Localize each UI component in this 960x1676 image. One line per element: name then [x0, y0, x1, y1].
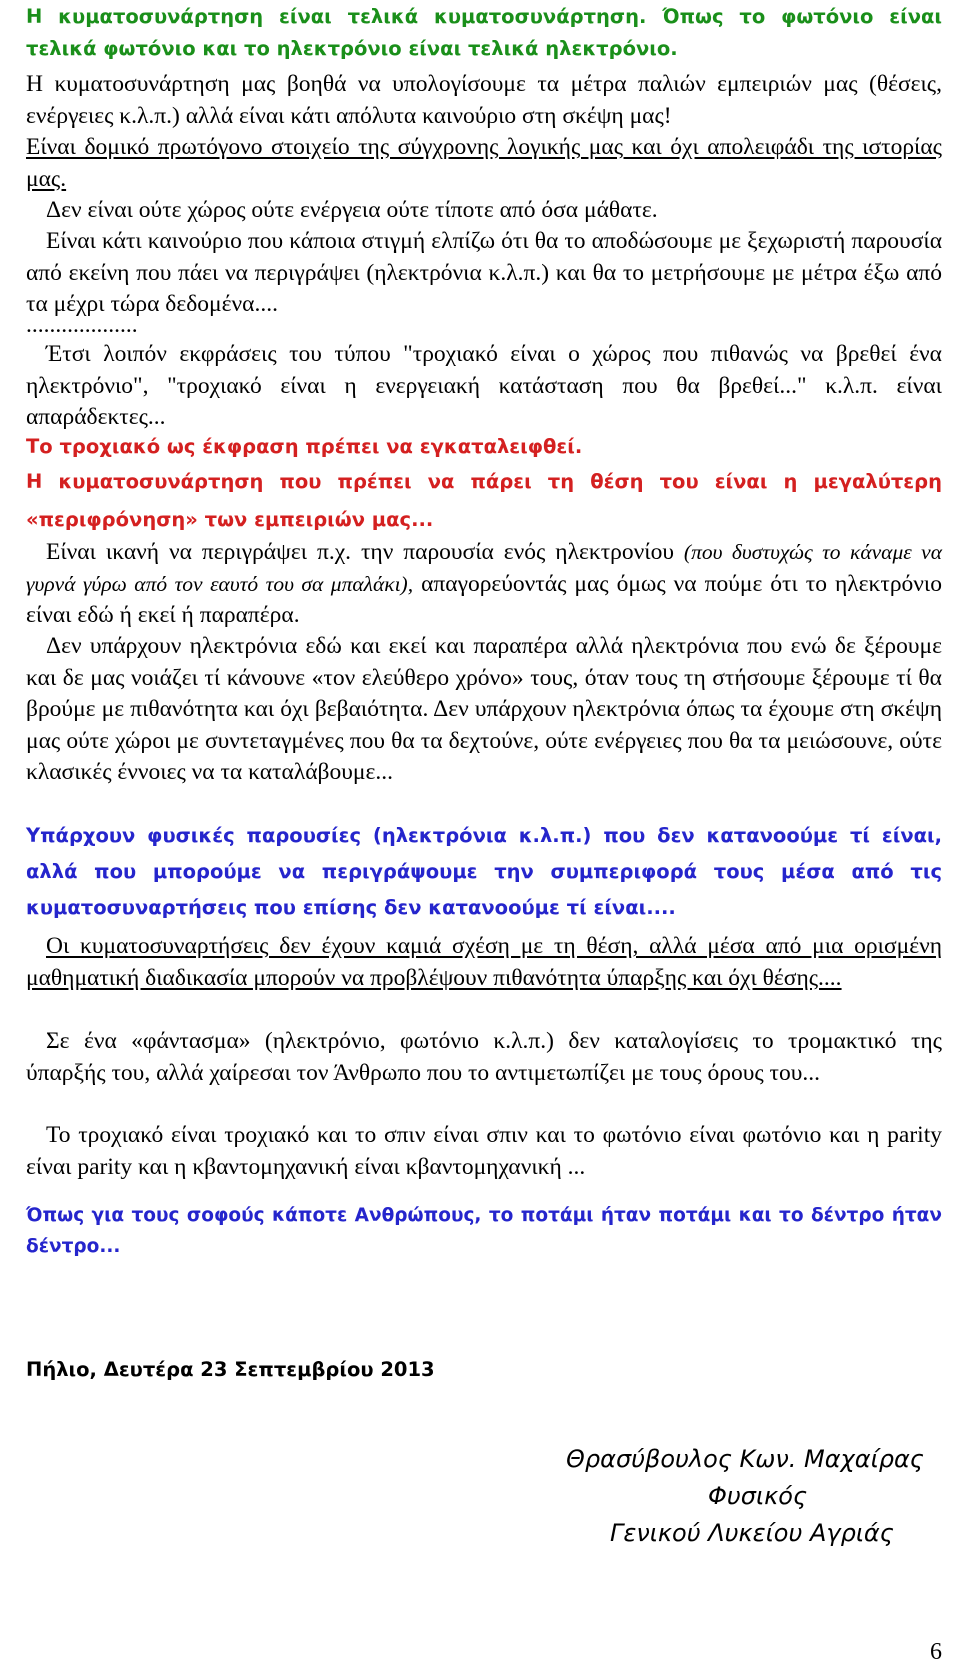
paragraph-structural-element: Είναι δομικό πρωτόγονο στοιχείο της σύγχρονης λογικής μας και όχι απολειφάδι της ιστορίας μας. [26, 134, 942, 192]
paragraph-no-relation-position: Οι κυματοσυναρτήσεις δεν έχουν καμιά σχέση με τη θέση, αλλά μέσα από μια ορισμένη μαθηματική διαδικασία μπορούν να προβλέψουν πιθανότητα ύπαρξης και όχι θέσης.... [26, 933, 942, 991]
paragraph-intro: Η κυματοσυνάρτηση είναι τελικά κυματοσυνάρτηση. Όπως το φωτόνιο είναι τελικά φωτόνιο και το ηλεκτρόνιο είναι τελικά ηλεκτρόνιο. [26, 5, 942, 60]
text-segment: απαγορεύοντάς μας όμως να πούμε ότι το ηλεκτρόνιο είναι εδώ ή εκεί ή παραπέρα. [26, 570, 943, 628]
ellipsis-separator: ................... [26, 312, 138, 338]
paragraph-no-electrons-here: Δεν υπάρχουν ηλεκτρόνια εδώ και εκεί και παραπέρα αλλά ηλεκτρόνια που ενώ δε ξέρουμε και δε μας νοιάζει τί κάνουνε «τον ελεύθερο χρόνο» τους, όταν τους τη στήσουμε ξέρουμε τί θα βρούμε με πιθανότητα και όχι βεβαιότητα. Δεν υπάρχουν ηλεκτρόνια όπως τα έχουμε στη σκέψη μας ούτε χώροι με συντεταγμένες που θα τα δεχτούνε, ούτε ενέργειες που θα τα μειώσουνε, ούτε κλασικές έννοιες να τα καταλάβουμε... [26, 633, 942, 785]
paragraph-orbital-expressions: Έτσι λοιπόν εκφράσεις του τύπου "τροχιακό είναι ο χώρος που πιθανώς να βρεθεί ένα ηλεκτρόνιο", "τροχιακό είναι η ενεργειακή κατάσταση που θα βρεθεί..." κ.λ.π. είναι απαράδεκτες... [26, 341, 942, 430]
paragraph-wavefunction-contempt: Η κυματοσυνάρτηση που πρέπει να πάρει τη θέση του είναι η μεγαλύτερη «περιφρόνηση» των εμπειριών μας... [26, 470, 942, 531]
italic-aside: (που δυστυχώς το κάναμε να γυρνά γύρω από τον εαυτό του σα μπαλάκι), [26, 540, 942, 596]
paragraph-not-space: Δεν είναι ούτε χώρος ούτε ενέργεια ούτε τίποτε από όσα μάθατε. [46, 197, 658, 223]
paragraph-wavefunction-help: Η κυματοσυνάρτηση μας βοηθά να υπολογίσουμε τα μέτρα παλιών εμπειριών μας (θέσεις, ενέργειες κ.λ.π.) αλλά είναι κάτι απόλυτα καινούριο στη σκέψη μας! [26, 71, 942, 129]
date-line: Πήλιο, Δευτέρα 23 Σεπτεμβρίου 2013 [26, 1358, 435, 1381]
paragraph-something-new: Είναι κάτι καινούριο που κάποια στιγμή ελπίζω ότι θα το αποδώσουμε με ξεχωριστή παρουσία από εκείνη που πάει να περιγράψει (ηλεκτρόνια κ.λ.π.) και θα το μετρήσουμε με μέτρα έξω από τα μέχρι τώρα δεδομένα.... [26, 228, 942, 317]
paragraph-ghost: Σε ένα «φάντασμα» (ηλεκτρόνιο, φωτόνιο κ.λ.π.) δεν καταλογίσεις το τρομακτικό της ύπαρξής του, αλλά χαίρεσαι τον Άνθρωπο που το αντιμετωπίζει με τους όρους του... [26, 1028, 942, 1086]
text-segment: Είναι ικανή να περιγράψει π.χ. την παρουσία ενός ηλεκτρονίου [46, 539, 684, 565]
paragraph-orbital-abandon: Το τροχιακό ως έκφραση πρέπει να εγκαταλειφθεί. [26, 435, 583, 458]
paragraph-orbital-is-orbital: Το τροχιακό είναι τροχιακό και το σπιν είναι σπιν και το φωτόνιο είναι φωτόνιο και η parity είναι parity και η κβαντομηχανική είναι κβαντομηχανική ... [26, 1122, 942, 1180]
paragraph-electron-presence [26, 537, 942, 632]
signature-school: Γενικού Λυκείου Αγριάς [610, 1519, 894, 1547]
paragraph-wise-people: Όπως για τους σοφούς κάποτε Ανθρώπους, το ποτάμι ήταν ποτάμι και το δέντρο ήταν δέντρο... [26, 1205, 942, 1257]
signature-title: Φυσικός [708, 1482, 808, 1510]
paragraph-physical-presences: Υπάρχουν φυσικές παρουσίες (ηλεκτρόνια κ.λ.π.) που δεν κατανοούμε τί είναι, αλλά που μπορούμε να περιγράψουμε την συμπεριφορά τους μέσα από τις κυματοσυναρτήσεις που επίσης δεν κατανοούμε τί είναι.... [26, 824, 942, 919]
page-number: 6 [930, 1639, 942, 1665]
signature-name: Θρασύβουλος Κων. Μαχαίρας [566, 1445, 924, 1473]
